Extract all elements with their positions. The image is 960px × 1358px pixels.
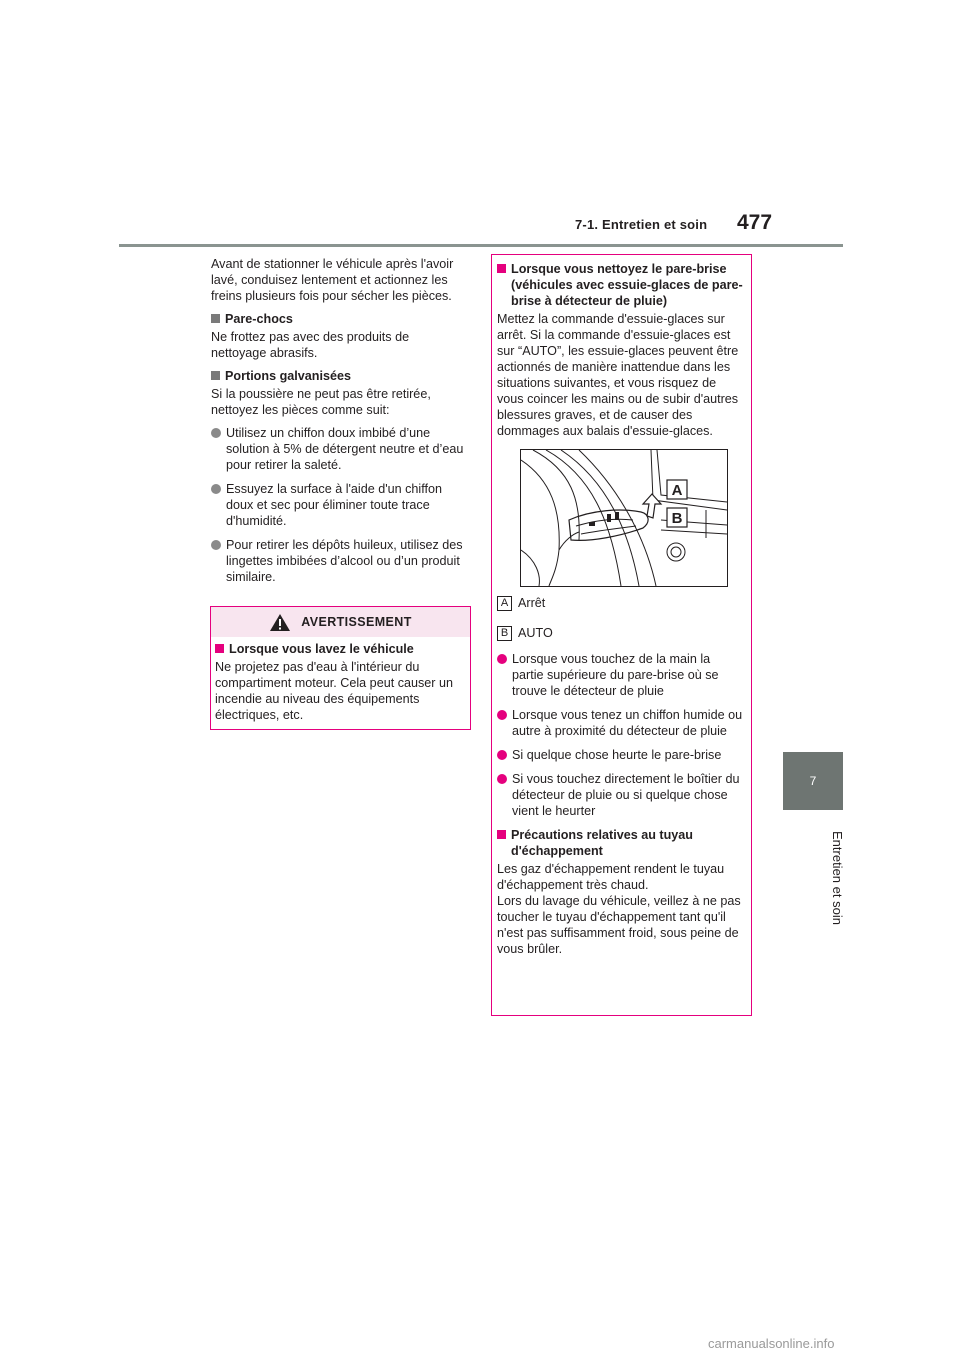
galvanized-heading (211, 368, 467, 384)
list-item-text: Utilisez un chiffon doux imbibé d’une solution à 5% de détergent neutre et d’eau pour retirer la saleté. (226, 426, 464, 472)
round-bullet-icon (497, 654, 507, 664)
list-item-text: Si quelque chose heurte le pare-brise (512, 748, 722, 762)
warning-title: Lorsque vous lavez le véhicule (229, 642, 414, 656)
square-bullet-icon (497, 264, 506, 273)
wiper-title: Lorsque vous nettoyez le pare-brise (véhicules avec essuie-glaces de pare-brise à détecteur de pluie) (511, 262, 743, 308)
round-bullet-icon (497, 750, 507, 760)
wiper-text: Mettez la commande d'essuie-glaces sur arrêt. Si la commande d'essuie-glaces est sur “AUTO”, les essuie-glaces peuvent être actionnés de manière inattendue dans les situations suivantes, et vous risquez de vous coincer les mains ou de subir d'autres blessures graves, et de causer des dommages aux balais d'essuie-glaces. (497, 312, 739, 438)
chapter-label: Entretien et soin (830, 831, 845, 925)
list-item (211, 481, 467, 529)
list-item (497, 651, 745, 699)
galvanized-title: Portions galvanisées (225, 369, 351, 383)
chapter-number: 7 (809, 774, 817, 788)
section-title: 7-1. Entretien et soin (575, 217, 708, 232)
warning-header (211, 607, 470, 637)
legend-item-a (497, 595, 745, 611)
header-divider (119, 244, 843, 247)
legend-item-b (497, 625, 745, 641)
watermark: carmanualsonline.info (708, 1336, 835, 1351)
legend-key: A (497, 596, 512, 611)
square-bullet-icon (211, 314, 220, 323)
warning-body (211, 637, 470, 723)
legend-text: Arrêt (518, 596, 546, 610)
exhaust-title: Précautions relatives au tuyau d'échappement (511, 828, 693, 858)
round-bullet-icon (211, 428, 221, 438)
round-bullet-icon (497, 774, 507, 784)
bumpers-title: Pare-chocs (225, 312, 293, 326)
callout-a: A (671, 482, 683, 499)
wiper-heading (497, 261, 745, 309)
warning-triangle-icon (269, 613, 291, 632)
list-item-text: Pour retirer les dépôts huileux, utilisez des lingettes imbibées d’alcool ou d’un produit similaire. (226, 538, 463, 584)
warning-label: AVERTISSEMENT (301, 615, 412, 629)
round-bullet-icon (211, 484, 221, 494)
list-item (211, 537, 467, 585)
intro-paragraph: Avant de stationner le véhicule après l'avoir lavé, conduisez lentement et actionnez les freins plusieurs fois pour sécher les pièces. (211, 257, 454, 303)
chapter-tab[interactable] (783, 752, 843, 810)
square-bullet-icon (211, 371, 220, 380)
list-item-text: Essuyez la surface à l'aide d'un chiffon doux et sec pour éliminer toute trace d'humidité. (226, 482, 442, 528)
bumpers-text: Ne frottez pas avec des produits de nettoyage abrasifs. (211, 330, 410, 360)
list-item (497, 707, 745, 739)
list-item-text: Si vous touchez directement le boîtier du détecteur de pluie ou si quelque chose vient le heurter (512, 772, 740, 818)
square-bullet-icon (215, 644, 224, 653)
list-item (497, 771, 745, 819)
round-bullet-icon (497, 710, 507, 720)
square-bullet-icon (497, 830, 506, 839)
list-item-text: Lorsque vous tenez un chiffon humide ou autre à proximité du détecteur de pluie (512, 708, 743, 738)
callout-b: B (671, 510, 683, 527)
warning-text: Ne projetez pas d'eau à l'intérieur du compartiment moteur. Cela peut causer un incendie au niveau des équipements électriques, etc. (215, 660, 454, 722)
galvanized-text: Si la poussière ne peut pas être retirée, nettoyez les pièces comme suit: (211, 387, 431, 417)
wiper-lever-illustration (520, 449, 728, 587)
legend-text: AUTO (518, 626, 553, 640)
steering-column-drawing (521, 450, 727, 586)
warning-heading (215, 641, 464, 657)
bumpers-heading (211, 311, 467, 327)
exhaust-heading (497, 827, 745, 859)
exhaust-text-1: Les gaz d'échappement rendent le tuyau d'échappement très chaud. (497, 862, 725, 892)
page-number: 477 (737, 211, 773, 234)
left-column (211, 256, 467, 593)
list-item (497, 747, 745, 763)
list-item (211, 425, 467, 473)
exhaust-text-2: Lors du lavage du véhicule, veillez à ne pas toucher le tuyau d'échappement tant qu'il n'est pas suffisamment froid, sous peine de vous brûler. (497, 894, 741, 956)
list-item-text: Lorsque vous touchez de la main la partie supérieure du pare-brise où se trouve le détecteur de pluie (512, 652, 719, 698)
caution-box (491, 254, 752, 1016)
warning-box (210, 606, 471, 730)
round-bullet-icon (211, 540, 221, 550)
legend-key: B (497, 626, 512, 641)
